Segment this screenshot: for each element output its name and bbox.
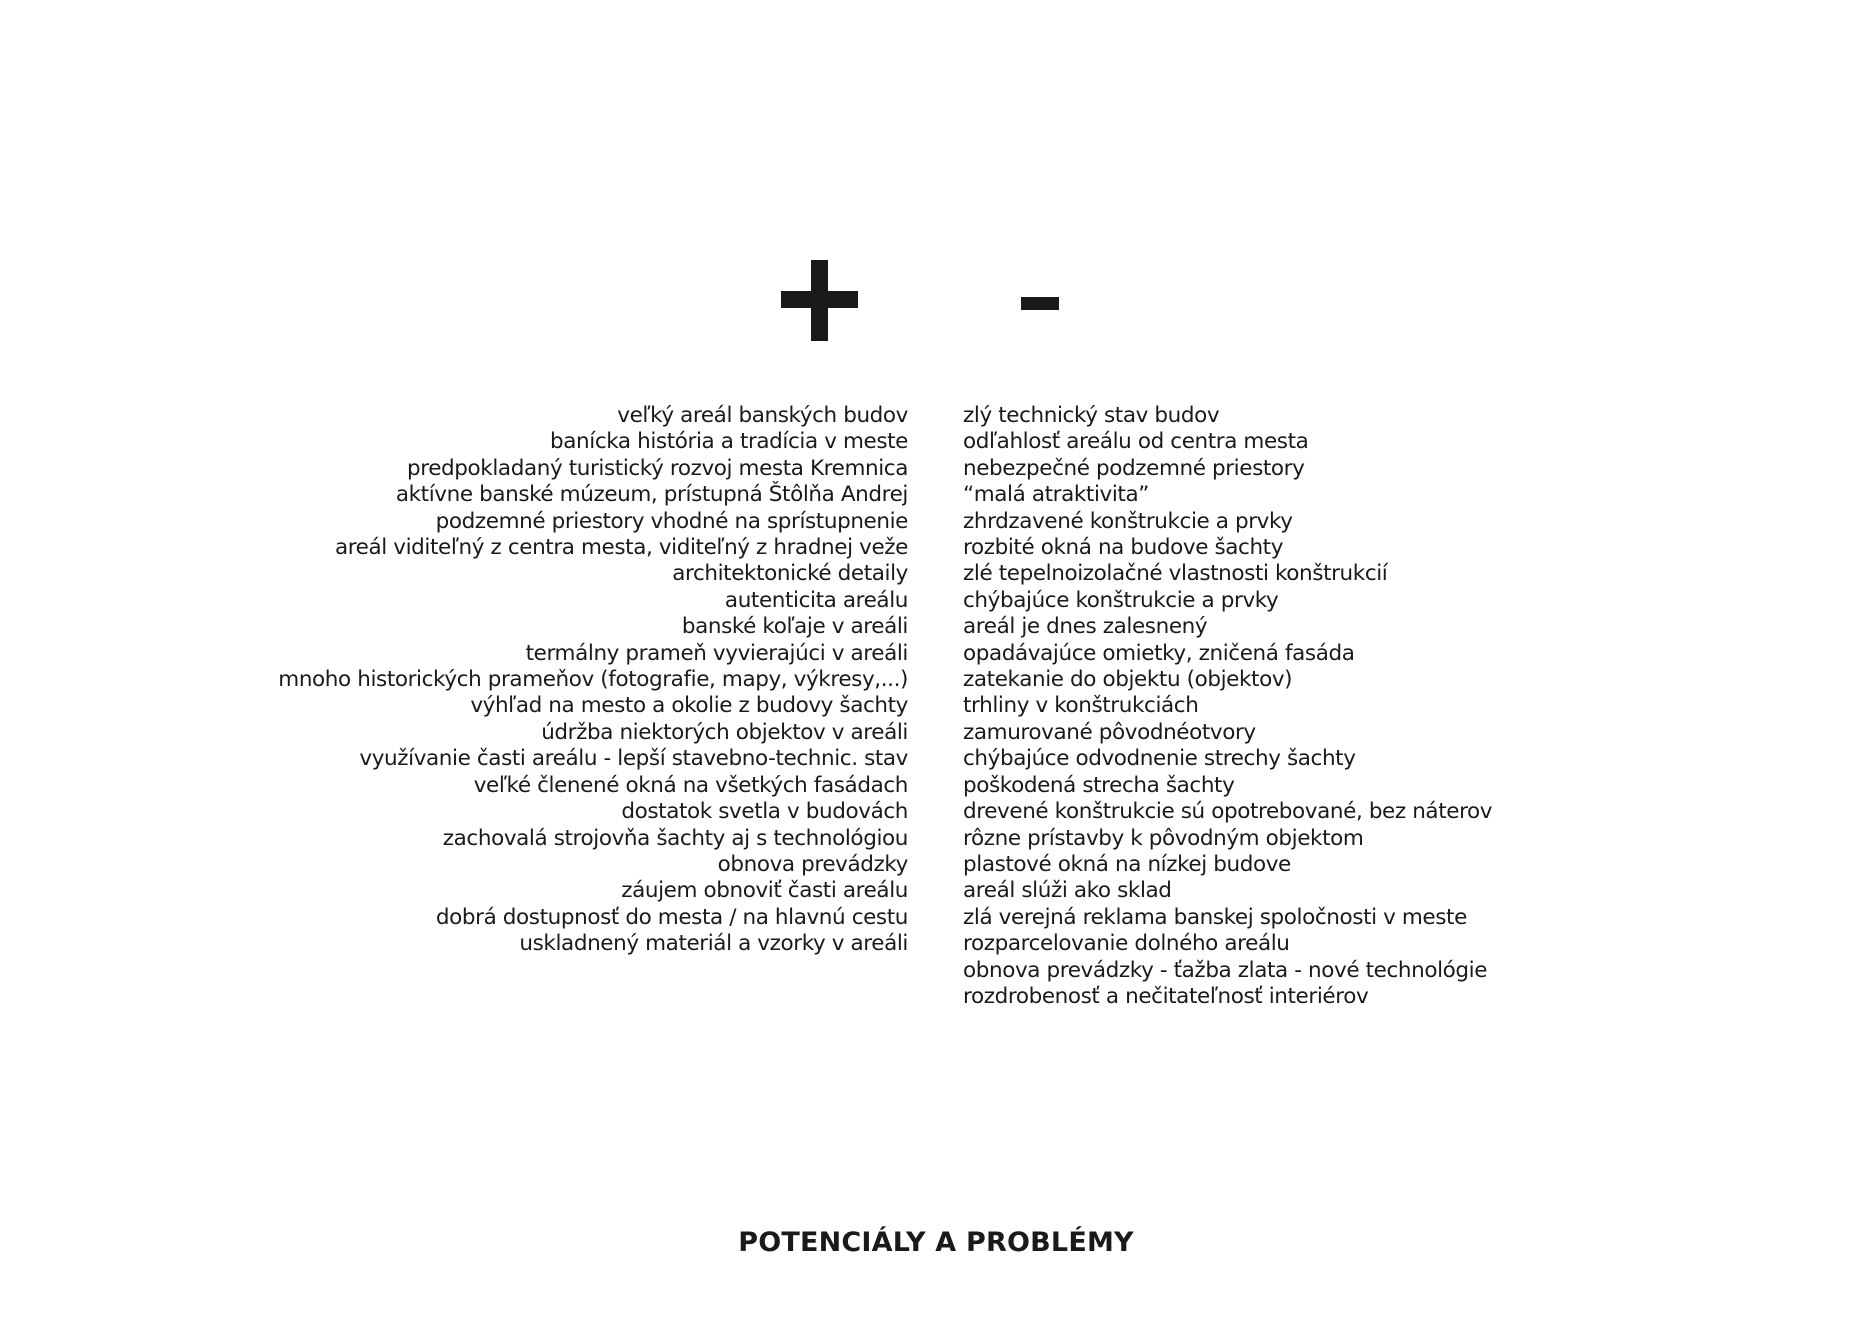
page-title: POTENCIÁLY A PROBLÉMY	[738, 1227, 1134, 1258]
potential-item: zachovalá strojovňa šachty aj s technológiou	[442, 825, 908, 851]
potential-item: podzemné priestory vhodné na sprístupnenie	[435, 508, 908, 534]
problem-item: zatekanie do objektu (objektov)	[963, 667, 1293, 693]
problem-item: rozdrobenosť a nečitateľnosť interiérov	[963, 983, 1369, 1009]
potential-item: uskladnený materiál a vzorky v areáli	[519, 931, 908, 957]
potential-item: banícka história a tradícia v meste	[550, 429, 908, 455]
potential-item: predpokladaný turistický rozvoj mesta Kremnica	[407, 455, 908, 481]
potential-item: dobrá dostupnosť do mesta / na hlavnú cestu	[435, 904, 908, 930]
problem-item: obnova prevádzky - ťažba zlata - nové technológie	[963, 957, 1488, 983]
problem-item: zamurované pôvodnéotvory	[963, 719, 1256, 745]
problem-item: rozbité okná na budove šachty	[963, 535, 1284, 561]
minus-icon	[1021, 297, 1059, 310]
potential-item: architektonické detaily	[672, 561, 908, 587]
plus-icon-vertical-bar	[811, 260, 828, 341]
potential-item: termálny prameň vyvierajúci v areáli	[525, 640, 908, 666]
problem-item: “malá atraktivita”	[963, 482, 1149, 508]
problem-item: odľahlosť areálu od centra mesta	[963, 429, 1309, 455]
problem-item: zlý technický stav budov	[963, 403, 1220, 428]
problem-item: areál je dnes zalesnený	[963, 614, 1208, 640]
potential-item: aktívne banské múzeum, prístupná Štôlňa Andrej	[395, 482, 908, 508]
problem-item: trhliny v konštrukciách	[963, 693, 1199, 719]
potential-item: výhľad na mesto a okolie z budovy šachty	[470, 693, 908, 719]
problem-item: chýbajúce konštrukcie a prvky	[963, 587, 1279, 613]
problem-item: drevené konštrukcie sú opotrebované, bez náterov	[963, 799, 1493, 825]
potential-item: údržba niektorých objektov v areáli	[541, 719, 908, 745]
potential-item: dostatok svetla v budovách	[621, 799, 908, 825]
potential-item: využívanie časti areálu - lepší stavebno-technic. stav	[359, 746, 908, 772]
problem-item: rôzne prístavby k pôvodným objektom	[963, 825, 1364, 851]
potential-item: veľký areál banských budov	[617, 403, 908, 428]
problems-list	[963, 403, 1492, 1010]
potential-item: banské koľaje v areáli	[681, 614, 908, 640]
potential-item: areál viditeľný z centra mesta, viditeľný z hradnej veže	[334, 535, 908, 561]
problem-item: opadávajúce omietky, zničená fasáda	[963, 640, 1355, 666]
problem-item: zlá verejná reklama banskej spoločnosti v meste	[963, 904, 1467, 930]
plus-icon	[781, 260, 858, 341]
potentials-list	[278, 403, 908, 958]
potential-item: záujem obnoviť časti areálu	[621, 878, 908, 904]
problem-item: plastové okná na nízkej budove	[963, 851, 1291, 877]
problem-item: nebezpečné podzemné priestory	[963, 455, 1305, 481]
potential-item: veľké členené okná na všetkých fasádach	[473, 772, 908, 798]
problem-item: zhrdzavené konštrukcie a prvky	[963, 508, 1293, 534]
problem-item: poškodená strecha šachty	[963, 772, 1235, 798]
potential-item: mnoho historických prameňov (fotografie, mapy, výkresy,...)	[278, 667, 908, 693]
potential-item: autenticita areálu	[724, 587, 908, 613]
potential-item: obnova prevádzky	[717, 851, 908, 877]
problem-item: chýbajúce odvodnenie strechy šachty	[963, 746, 1356, 772]
problem-item: rozparcelovanie dolného areálu	[963, 931, 1290, 957]
problem-item: zlé tepelnoizolačné vlastnosti konštrukcií	[963, 561, 1388, 587]
problem-item: areál slúži ako sklad	[963, 878, 1172, 904]
